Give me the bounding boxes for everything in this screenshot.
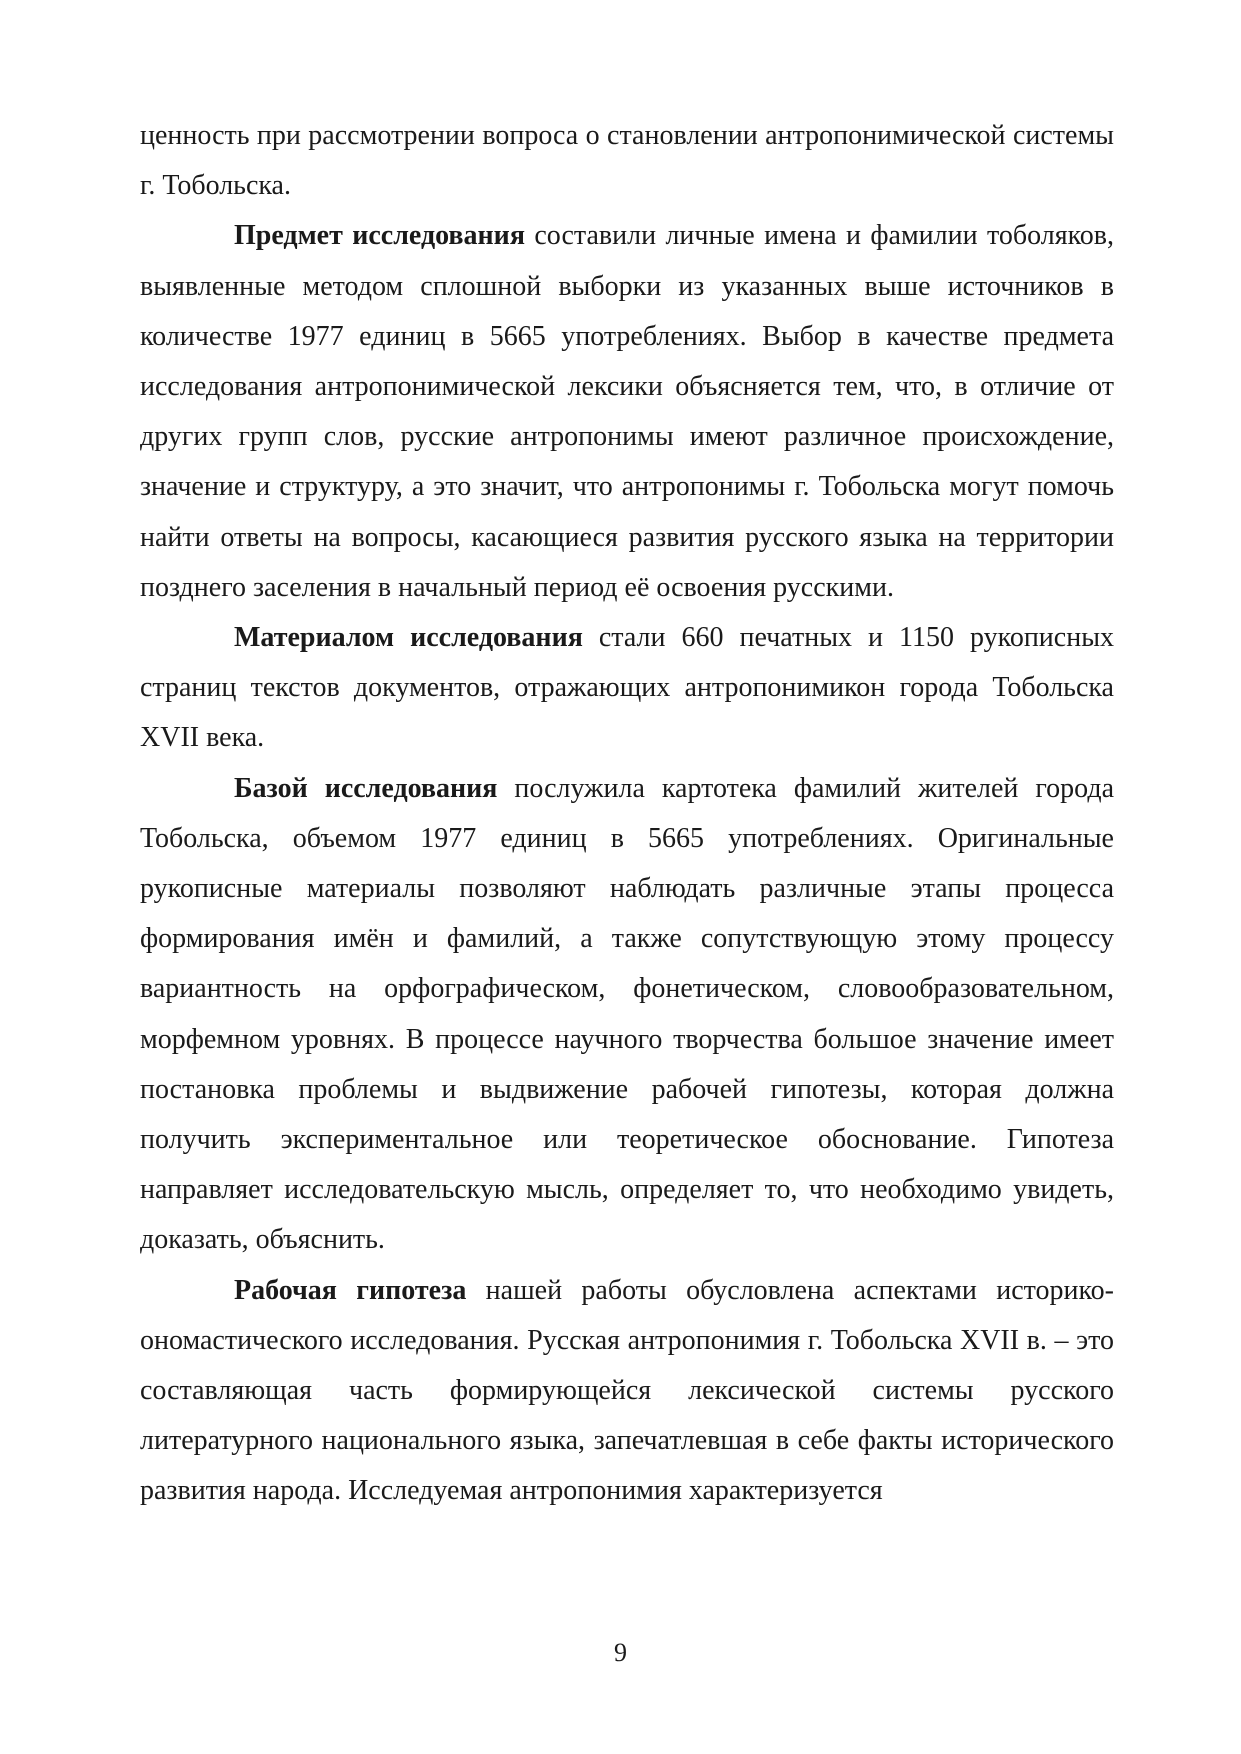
paragraph-subject — [140, 211, 1114, 613]
paragraph-lead-material: Материалом исследования — [234, 622, 583, 654]
page-number: 9 — [614, 1638, 627, 1667]
paragraph-text: послужила картотека фамилий жителей города Тобольска, объемом 1977 единиц в 5665 употреблениях. Оригинальные рукописные материалы позволяют наблюдать различные этапы процесса формирования имён и фамилий, а также сопутствующую этому процессу вариантность на орфографическом, фонетическом, словообразовательном, морфемном уровнях. В процессе научного творчества большое значение имеет постановка проблемы и выдвижение рабочей гипотезы, которая должна получить экспериментальное или теоретическое обоснование. Гипотеза направляет исследовательскую мысль, определяет то, что необходимо увидеть, доказать, объяснить. — [140, 772, 1114, 1256]
paragraph-continuation — [140, 111, 1114, 211]
paragraph-text: ценность при рассмотрении вопроса о становлении антропонимической системы г. Тобольска. — [140, 120, 1114, 202]
paragraph-material — [140, 613, 1114, 764]
paragraph-lead-hypothesis: Рабочая гипотеза — [234, 1274, 467, 1306]
paragraph-text: стали 660 печатных и 1150 рукописных страниц текстов документов, отражающих антропонимикон города Тобольска XVII века. — [140, 622, 1115, 754]
body-text — [140, 111, 1114, 1517]
paragraph-text: нашей работы обусловлена аспектами историко-ономастического исследования. Русская антропонимия г. Тобольска XVII в. – это составляющая часть формирующейся лексической системы русского литературного национального языка, запечатлевшая в себе факты исторического развития народа. Исследуемая антропонимия характеризуется — [140, 1274, 1114, 1507]
paragraph-hypothesis — [140, 1266, 1114, 1517]
paragraph-lead-base: Базой исследования — [234, 772, 498, 804]
paragraph-lead-subject: Предмет исследования — [234, 220, 525, 252]
paragraph-base — [140, 764, 1114, 1266]
paragraph-text: составили личные имена и фамилии тоболяков, выявленные методом сплошной выборки из указанных выше источников в количестве 1977 единиц в 5665 употреблениях. Выбор в качестве предмета исследования антропонимической лексики объясняется тем, что, в отличие от других групп слов, русские антропонимы имеют различное происхождение, значение и структуру, а это значит, что антропонимы г. Тобольска могут помочь найти ответы на вопросы, касающиеся развития русского языка на территории позднего заселения в начальный период её освоения русскими. — [140, 220, 1114, 603]
